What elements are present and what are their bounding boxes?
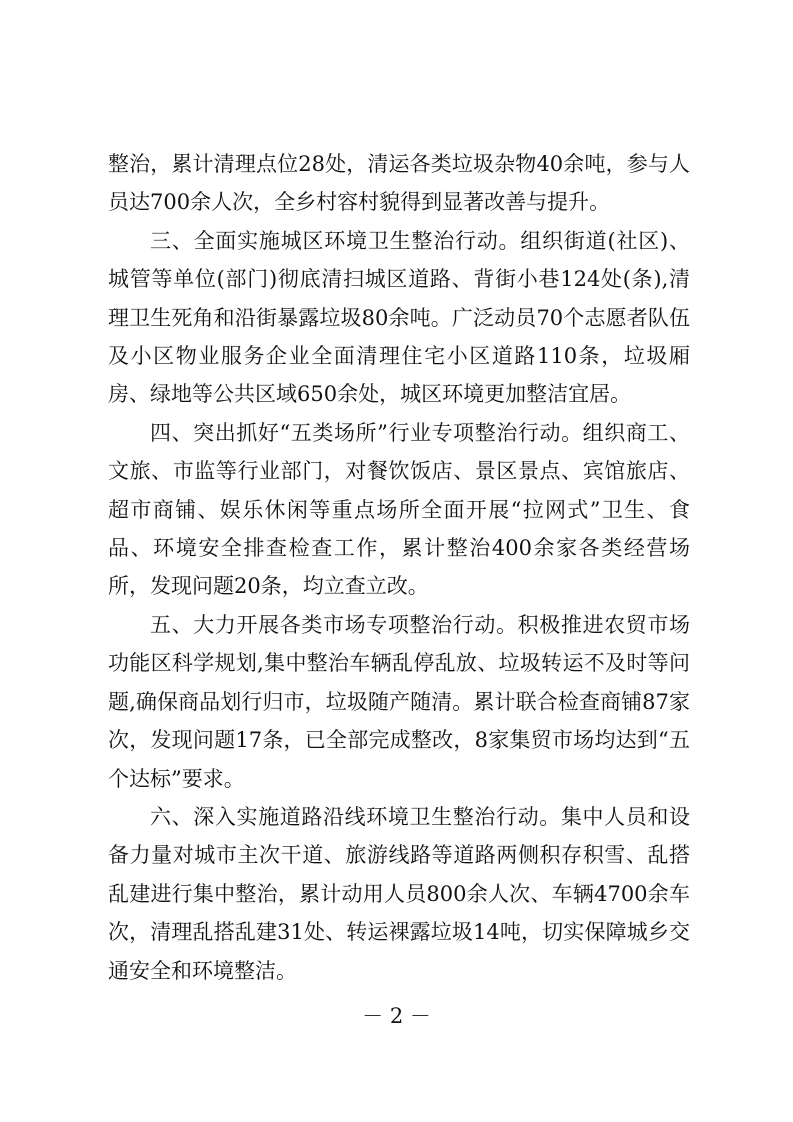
body-text [108,145,690,990]
paragraph-continuation: 整治，累计清理点位28处，清运各类垃圾杂物40余吨，参与人员达700余人次，全乡村容村貌得到显著改善与提升。 [108,152,690,215]
paragraph-roads: 六、深入实施道路沿线环境卫生整治行动。集中人员和设备力量对城市主次干道、旅游线路等道路两侧积存积雪、乱搭乱建进行集中整治，累计动用人员800余人次、车辆4700余车次，清理乱搭乱建31处、转运裸露垃圾14吨，切实保障城乡交通安全和环境整洁。 [108,804,690,983]
paragraph-five-venues: 四、突出抓好“五类场所”行业专项整治行动。组织商工、文旅、市监等行业部门，对餐饮饭店、景区景点、宾馆旅店、超市商铺、娱乐休闲等重点场所全面开展“拉网式”卫生、食品、环境安全排查检查工作，累计整治400余家各类经营场所，发现问题20条，均立查立改。 [108,420,690,599]
paragraph-markets: 五、大力开展各类市场专项整治行动。积极推进农贸市场功能区科学规划,集中整治车辆乱停乱放、垃圾转运不及时等问题,确保商品划行归市，垃圾随产随清。累计联合检查商铺87家次，发现问题17条，已全部完成整改，8家集贸市场均达到“五个达标”要求。 [108,612,690,791]
paragraph-urban-sanitation: 三、全面实施城区环境卫生整治行动。组织街道(社区)、城管等单位(部门)彻底清扫城区道路、背街小巷124处(条),清理卫生死角和沿街暴露垃圾80余吨。广泛动员70个志愿者队伍及小区物业服务企业全面清理住宅小区道路110条，垃圾厢房、绿地等公共区域650余处，城区环境更加整洁宜居。 [108,228,690,407]
page-number: － 2 － [362,1004,431,1028]
